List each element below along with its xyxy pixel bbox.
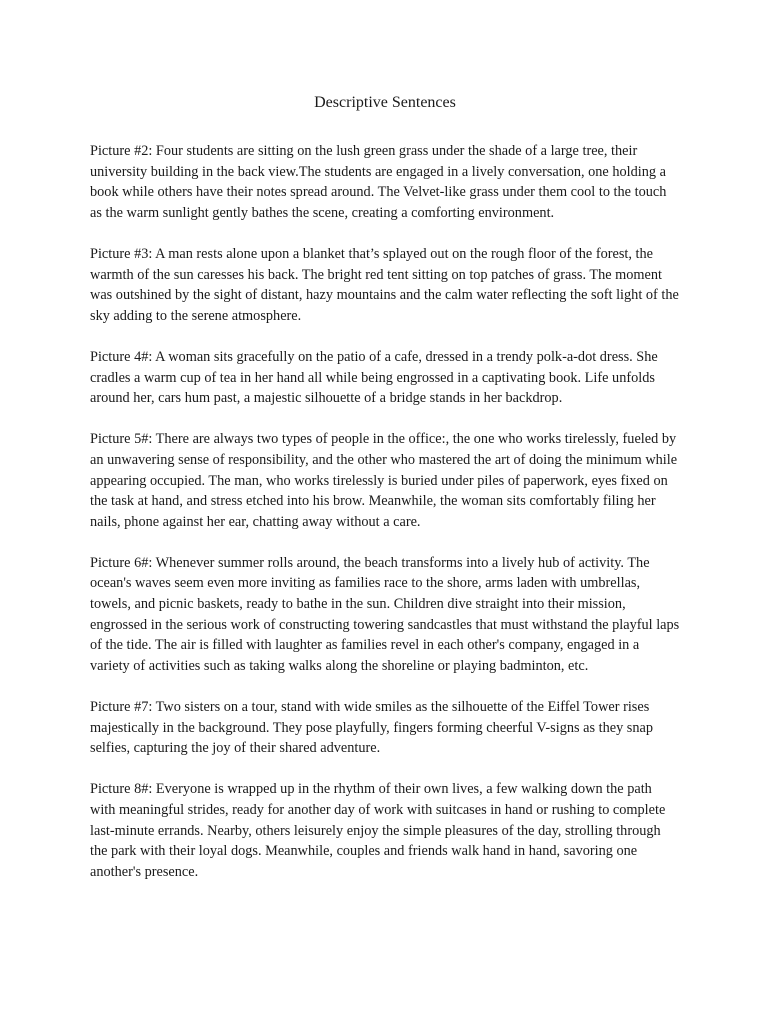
paragraph-picture-2: Picture #2: Four students are sitting on the lush green grass under the shade of a large tree, their university building in the back view.The students are engaged in a lively conversation, one holding a book while others have their notes spread around. The Velvet-like grass under them cool to the touch as the warm sunlight gently bathes the scene, creating a comforting environment. [90, 143, 667, 221]
document-title: Descriptive Sentences [314, 94, 456, 111]
paragraph-picture-6: Picture 6#: Whenever summer rolls around, the beach transforms into a lively hub of activity. The ocean's waves seem even more inviting as families race to the shore, arms laden with umbrellas, towels, and picnic baskets, ready to bathe in the sun. Children dive straight into their mission, engrossed in the serious work of constructing towering sandcastles that must withstand the playful laps of the tide. The air is filled with laughter as families revel in each other's company, engaged in a variety of activities such as taking walks along the shoreline or playing badminton, etc. [90, 554, 680, 674]
paragraph-picture-3: Picture #3: A man rests alone upon a blanket that’s splayed out on the rough floor of the forest, the warmth of the sun caresses his back. The bright red tent sitting on top patches of grass. The moment was outshined by the sight of distant, hazy mountains and the calm water reflecting the soft light of the sky adding to the serene atmosphere. [90, 245, 679, 324]
paragraph-picture-4: Picture 4#: A woman sits gracefully on the patio of a cafe, dressed in a trendy polk-a-dot dress. She cradles a warm cup of tea in her hand all while being engrossed in a captivating book. Life unfolds around her, cars hum past, a majestic silhouette of a bridge stands in her backdrop. [90, 348, 658, 407]
paragraph-picture-8: Picture 8#: Everyone is wrapped up in the rhythm of their own lives, a few walking down the path with meaningful strides, ready for another day of work with suitcases in hand or rushing to complete last-minute errands. Nearby, others leisurely enjoy the simple pleasures of the day, strolling through the park with their loyal dogs. Meanwhile, couples and friends walk hand in hand, savoring one another's presence. [90, 781, 666, 880]
paragraph-picture-5: Picture 5#: There are always two types of people in the office:, the one who works tirelessly, fueled by an unwavering sense of responsibility, and the other who mastered the art of doing the minimum while appearing occupied. The man, who works tirelessly is buried under piles of paperwork, eyes fixed on the task at hand, and stress etched into his brow. Meanwhile, the woman sits comfortably filing her nails, phone against her ear, chatting away without a care. [90, 431, 678, 530]
document-page [90, 93, 680, 903]
paragraph-picture-7: Picture #7: Two sisters on a tour, stand with wide smiles as the silhouette of the Eiffel Tower rises majestically in the background. They pose playfully, fingers forming cheerful V-signs as they snap selfies, capturing the joy of their shared adventure. [90, 699, 654, 757]
